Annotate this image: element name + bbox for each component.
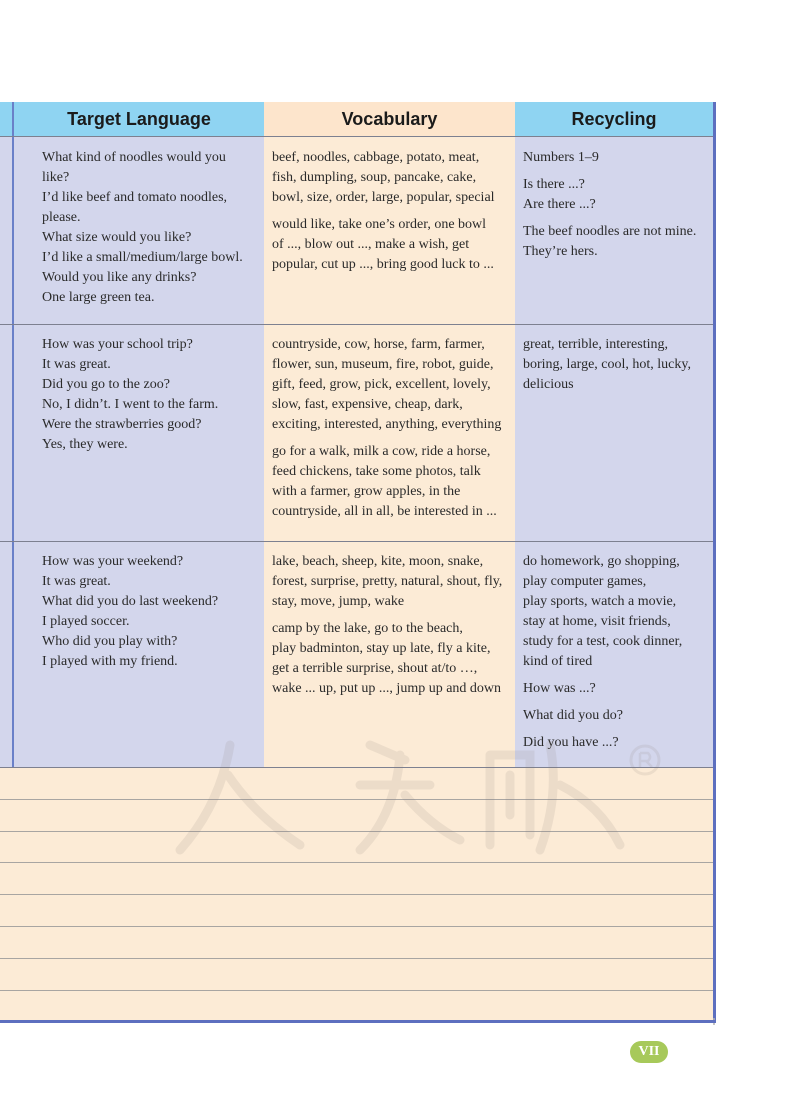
row-1-vocabulary: beef, noodles, cabbage, potato, meat, fish, dumpling, soup, pancake, cake, bowl, size, order, large, popular, special would like, take one’s order, one bowl of ..., blow out ..., make a wish, get popular, cut up ..., bring good luck to ... — [272, 150, 495, 272]
writing-line — [0, 862, 713, 863]
writing-line — [0, 894, 713, 895]
syllabus-table — [0, 102, 716, 1023]
row-3-target-language: How was your weekend? It was great. What did you do last weekend? I played soccer. Who did you play with? I played with my friend. — [42, 554, 219, 669]
row-1-recycling: Numbers 1–9 Is there ...? Are there ...? The beef noodles are not mine. They’re hers. — [523, 150, 697, 259]
row-2-target-language: How was your school trip? It was great. Did you go to the zoo? No, I didn’t. I went to the farm. Were the strawberries good? Yes, they were. — [42, 337, 219, 452]
writing-line — [0, 831, 713, 832]
row-3-vocabulary: lake, beach, sheep, kite, moon, snake, forest, surprise, pretty, natural, shout, fly, stay, move, jump, wake camp by the lake, go to the beach, play badminton, stay up late, fly a kite, get a terrible surprise, shout at/to …, wake ... up, put up ..., jump up and down — [272, 554, 503, 696]
left-column-stub — [0, 136, 12, 767]
header-vocabulary: Vocabulary — [264, 102, 515, 136]
row-divider — [0, 541, 713, 542]
row-divider — [0, 324, 713, 325]
row-1-target-language: What kind of noodles would you like? I’d like beef and tomato noodles, please. What size would you like? I’d like a small/medium/large bowl. Would you like any drinks? One large green tea. — [42, 150, 243, 305]
page-edge-marks — [706, 1016, 718, 1030]
writing-line — [0, 958, 713, 959]
writing-line — [0, 799, 713, 800]
header-left-stub — [0, 102, 12, 136]
table-header-row — [0, 102, 713, 136]
row-2-recycling: great, terrible, interesting, boring, large, cool, hot, lucky, delicious — [523, 337, 691, 392]
row-3-recycling: do homework, go shopping, play computer games, play sports, watch a movie, stay at home, visit friends, study for a test, cook dinner, kind of tired How was ...? What did you do? Did you have ...? — [523, 554, 683, 750]
row-2-vocabulary: countryside, cow, horse, farm, farmer, flower, sun, museum, fire, robot, guide, gift, feed, grow, pick, excellent, lovely, slow, fast, expensive, cheap, dark, exciting, interested, anything, everything go for a walk, milk a cow, ride a horse, feed chickens, take some photos, talk with a farmer, grow apples, in the countryside, all in all, be interested in ... — [272, 337, 502, 519]
writing-line — [0, 990, 713, 991]
header-recycling: Recycling — [515, 102, 713, 136]
header-divider — [0, 136, 713, 137]
page-number-badge: VII — [630, 1041, 668, 1063]
header-target-language: Target Language — [12, 102, 264, 136]
row-divider — [0, 767, 713, 768]
writing-line — [0, 926, 713, 927]
